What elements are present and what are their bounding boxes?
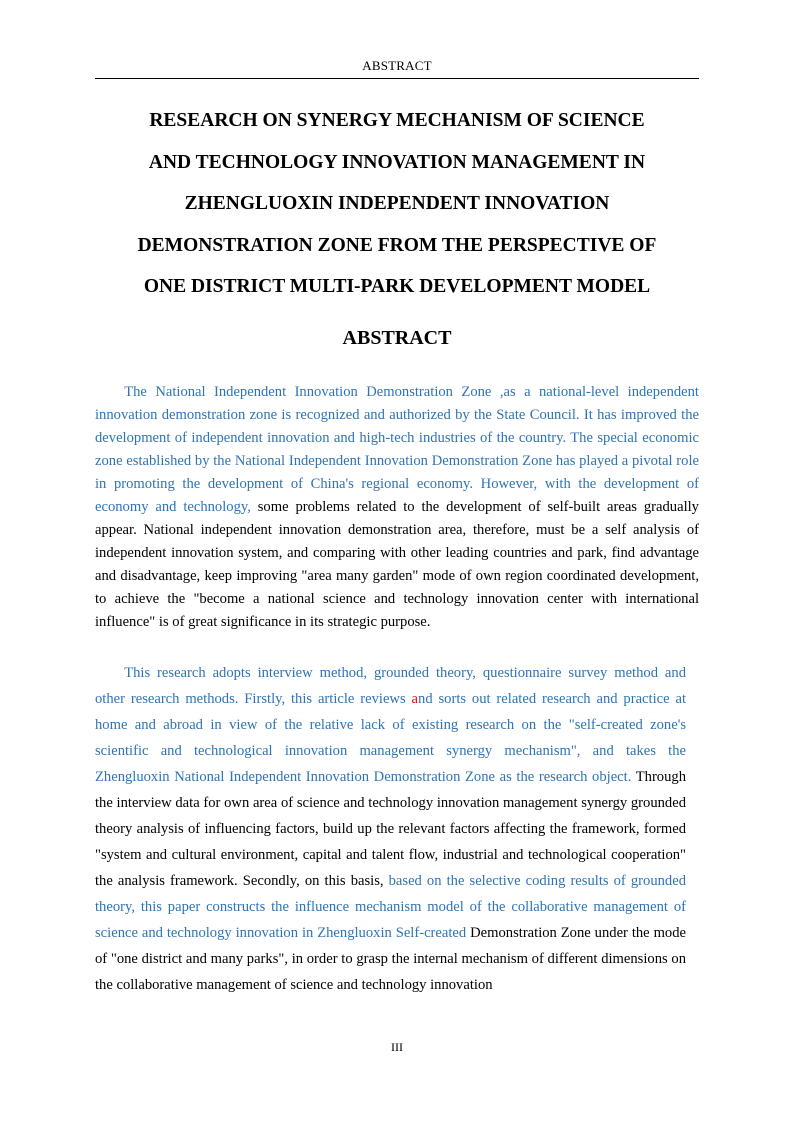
thesis-title xyxy=(95,100,699,308)
highlighted-text: This research adopts interview method, grounded theory, questionnaire survey method and other research methods. Firstly, this article reviews xyxy=(95,665,686,707)
title-line-1: RESEARCH ON SYNERGY MECHANISM OF SCIENCE xyxy=(149,110,645,131)
highlighted-text: nd sorts out related research and practice at home and abroad in view of the relative lack of existing research on the "self-created zone's scientific and technological innovation management synergy mechanism", and takes the Zhengluoxin National Independent Innovation Demonstration Zone as the research object. xyxy=(95,691,686,785)
body-text: Demonstration Zone under the mode of "one district and many parks", in order to grasp the internal mechanism of different dimensions on the collaborative management of science and technology innovation xyxy=(95,925,686,993)
abstract-paragraph-1 xyxy=(95,381,699,634)
body-text: some problems related to the development of self-built areas gradually appear. National independent innovation demonstration area, therefore, must be a self analysis of independent innovation system, and comparing with other leading countries and park, find advantage and disadvantage, keep improving "area many garden" mode of own region coordinated development, to achieve the "become a national science and technology innovation center with international influence" is of great significance in its strategic purpose. xyxy=(95,499,699,630)
highlighted-text: based on the selective coding results of grounded theory, this paper constructs the influence mechanism model of the collaborative management of science and technology innovation in Zhengluoxin Self-created xyxy=(95,873,686,941)
page-number: III xyxy=(391,1040,403,1054)
body-text: Through the interview data for own area of science and technology innovation management synergy grounded theory analysis of influencing factors, build up the relevant factors affecting the framework, formed "system and cultural environment, capital and talent flow, industrial and technological cooperation" the analysis framework. Secondly, on this basis, xyxy=(95,769,686,889)
highlighted-text: The National Independent Innovation Demonstration Zone ,as a national-level independent innovation demonstration zone is recognized and authorized by the State Council. It has improved the development of independent innovation and high-tech industries of the country. The special economic zone established by the National Independent Innovation Demonstration Zone has played a pivotal role in promoting the development of China's regional economy. However, with the development of economy and technology, xyxy=(95,384,699,515)
title-line-2: AND TECHNOLOGY INNOVATION MANAGEMENT IN xyxy=(148,151,646,173)
highlighted-letter: a xyxy=(411,691,419,707)
title-line-4: DEMONSTRATION ZONE FROM THE PERSPECTIVE OF xyxy=(137,234,657,256)
title-line-3: ZHENGLUOXIN INDEPENDENT INNOVATION xyxy=(184,193,610,214)
header-rule xyxy=(95,78,699,79)
abstract-paragraph-2 xyxy=(95,660,686,998)
running-header: ABSTRACT xyxy=(362,58,432,73)
section-heading: ABSTRACT xyxy=(342,327,452,349)
title-line-5: ONE DISTRICT MULTI-PARK DEVELOPMENT MODEL xyxy=(143,276,651,297)
